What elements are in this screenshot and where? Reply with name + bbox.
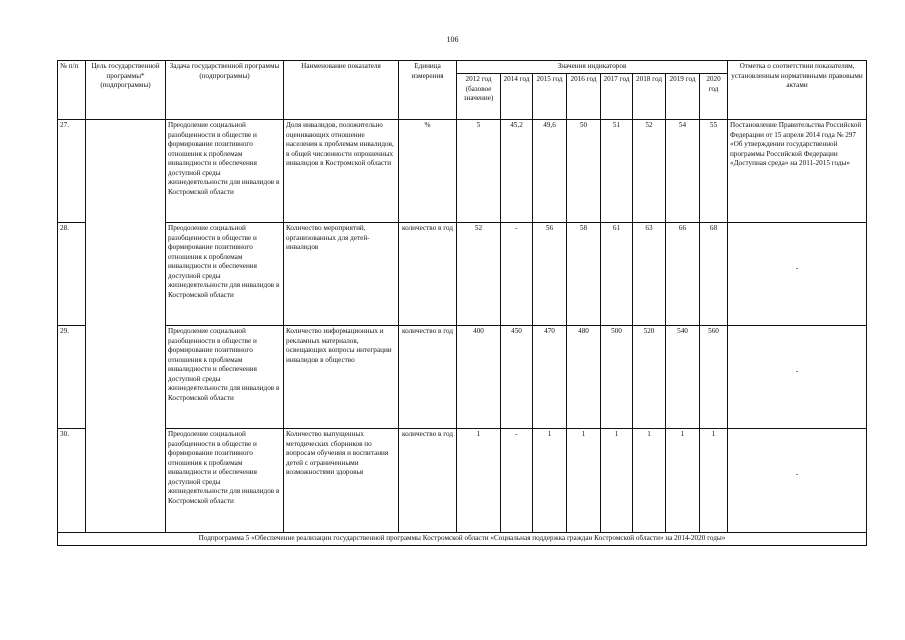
value-cell: 51 bbox=[601, 120, 633, 223]
value-cell: - bbox=[501, 223, 533, 326]
indicator-cell: Количество информационных и рекламных материалов, освещающих вопросы интеграции инвалидов в общество bbox=[284, 326, 399, 429]
value-cell: 1 bbox=[567, 429, 601, 533]
header-values-group: Значения индикаторов bbox=[457, 61, 728, 74]
header-year: 2012 год (базовое значение) bbox=[457, 74, 501, 120]
indicator-cell: Количество выпущенных методических сборников по вопросам обучения и воспитания детей с ограниченными возможностями здоровья bbox=[284, 429, 399, 533]
table-row bbox=[58, 120, 867, 223]
indicators-table bbox=[57, 60, 867, 546]
value-cell: 400 bbox=[457, 326, 501, 429]
indicator-cell: Доля инвалидов, положительно оценивающих отношение населения к проблемам инвалидов, в общей численности опрошенных инвалидов в Костромской области bbox=[284, 120, 399, 223]
goal-cell bbox=[86, 120, 166, 533]
row-num: 29. bbox=[58, 326, 86, 429]
header-task: Задача государственной программы (подпрограммы) bbox=[166, 61, 284, 120]
value-cell: 1 bbox=[700, 429, 728, 533]
value-cell: 1 bbox=[633, 429, 666, 533]
value-cell: 470 bbox=[533, 326, 567, 429]
row-num: 27. bbox=[58, 120, 86, 223]
value-cell: 1 bbox=[601, 429, 633, 533]
header-indicator: Наименование показателя bbox=[284, 61, 399, 120]
value-cell: 63 bbox=[633, 223, 666, 326]
note-dash: - bbox=[795, 470, 799, 478]
note-cell bbox=[728, 223, 867, 326]
header-year: 2017 год bbox=[601, 74, 633, 120]
value-cell: 480 bbox=[567, 326, 601, 429]
header-note: Отметка о соответствии показателям, установленным нормативными правовыми актами bbox=[728, 61, 867, 120]
value-cell: 540 bbox=[666, 326, 700, 429]
row-num: 30. bbox=[58, 429, 86, 533]
value-cell: 58 bbox=[567, 223, 601, 326]
header-year: 2014 год bbox=[501, 74, 533, 120]
header-year: 2019 год bbox=[666, 74, 700, 120]
header-year: 2020 год bbox=[700, 74, 728, 120]
table-row bbox=[58, 429, 867, 533]
value-cell: 56 bbox=[533, 223, 567, 326]
header-year: 2015 год bbox=[533, 74, 567, 120]
header-unit: Единица измерения bbox=[399, 61, 457, 120]
value-cell: 66 bbox=[666, 223, 700, 326]
note-dash: - bbox=[795, 367, 799, 375]
row-num: 28. bbox=[58, 223, 86, 326]
value-cell: 1 bbox=[533, 429, 567, 533]
value-cell: 45,2 bbox=[501, 120, 533, 223]
value-cell: 560 bbox=[700, 326, 728, 429]
value-cell: 1 bbox=[457, 429, 501, 533]
note-dash: - bbox=[795, 264, 799, 272]
unit-cell: количество в год bbox=[399, 223, 457, 326]
note-cell bbox=[728, 326, 867, 429]
value-cell: 52 bbox=[633, 120, 666, 223]
header-year: 2016 год bbox=[567, 74, 601, 120]
table-row bbox=[58, 223, 867, 326]
value-cell: 68 bbox=[700, 223, 728, 326]
table-row bbox=[58, 326, 867, 429]
unit-cell: количество в год bbox=[399, 326, 457, 429]
unit-cell: % bbox=[399, 120, 457, 223]
header-goal: Цель государственной программы* (подпрограммы) bbox=[86, 61, 166, 120]
note-cell: Постановление Правительства Российской Федерации от 15 апреля 2014 года № 297 «Об утверждении государственной программы Российской Федерации «Доступная среда» на 2011-2015 годы» bbox=[728, 120, 867, 223]
value-cell: 5 bbox=[457, 120, 501, 223]
task-cell: Преодоление социальной разобщенности в обществе и формирование позитивного отношения к проблемам инвалидности и обеспечения доступной среды жизнедеятельности для инвалидов в Костромской области bbox=[166, 120, 284, 223]
value-cell: 52 bbox=[457, 223, 501, 326]
note-cell bbox=[728, 429, 867, 533]
value-cell: 520 bbox=[633, 326, 666, 429]
value-cell: 61 bbox=[601, 223, 633, 326]
header-num: № п/п bbox=[58, 61, 86, 120]
subprogram-title: Подпрограмма 5 «Обеспечение реализации государственной программы Костромской области «Социальная поддержка граждан Костромской области» на 2014-2020 годы» bbox=[58, 533, 867, 546]
value-cell: 54 bbox=[666, 120, 700, 223]
value-cell: 49,6 bbox=[533, 120, 567, 223]
task-cell: Преодоление социальной разобщенности в обществе и формирование позитивного отношения к проблемам инвалидности и обеспечения доступной среды жизнедеятельности для инвалидов в Костромской области bbox=[166, 326, 284, 429]
value-cell: - bbox=[501, 429, 533, 533]
page-number: 106 bbox=[446, 35, 459, 44]
value-cell: 500 bbox=[601, 326, 633, 429]
value-cell: 450 bbox=[501, 326, 533, 429]
value-cell: 50 bbox=[567, 120, 601, 223]
value-cell: 1 bbox=[666, 429, 700, 533]
indicator-cell: Количество мероприятий, организованных для детей-инвалидов bbox=[284, 223, 399, 326]
task-cell: Преодоление социальной разобщенности в обществе и формирование позитивного отношения к проблемам инвалидности и обеспечения доступной среды жизнедеятельности для инвалидов в Костромской области bbox=[166, 429, 284, 533]
header-year: 2018 год bbox=[633, 74, 666, 120]
task-cell: Преодоление социальной разобщенности в обществе и формирование позитивного отношения к проблемам инвалидности и обеспечения доступной среды жизнедеятельности для инвалидов в Костромской области bbox=[166, 223, 284, 326]
unit-cell: количество в год bbox=[399, 429, 457, 533]
value-cell: 55 bbox=[700, 120, 728, 223]
subprogram-row bbox=[58, 533, 867, 546]
